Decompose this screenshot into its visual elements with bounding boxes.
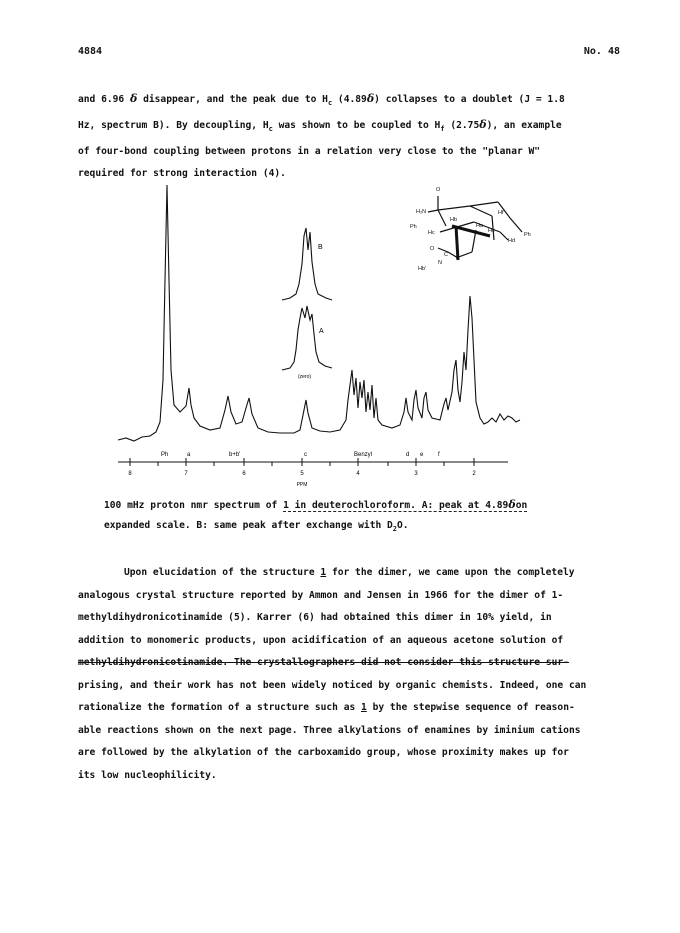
paragraph-2-line-3: methyldihydronicotinamide (5). Karrer (6) had obtained this dimer in 10% yield, in — [78, 612, 552, 623]
paragraph-1-line-2: Hz, spectrum B). By decoupling, $H_c$ was shown to be coupled to $H_f$ (2.75δ), an example — [78, 118, 562, 134]
paragraph-2-line-1: Upon elucidation of the structure 1 for the dimer, we came upon the completely — [124, 567, 575, 578]
molecule-label: Hb’ — [418, 266, 427, 272]
axis-tick-label: 5 — [300, 471, 304, 477]
paragraph-2-line-6: prising, and their work has not been widely noticed by organic chemists. Indeed, one can — [78, 679, 587, 691]
peak-assignment: d — [406, 452, 410, 458]
paragraph-2-line-9: are followed by the alkylation of the carboxamido group, whose proximity makes up for — [78, 747, 569, 758]
molecule-label: H₂N — [416, 209, 427, 215]
molecule-label: O — [436, 187, 441, 193]
peak-assignment: c — [304, 452, 307, 458]
molecule-label: Hf — [498, 210, 504, 216]
journal-issue: No. 48 — [583, 46, 620, 57]
axis-tick-label: 3 — [414, 471, 418, 477]
peak-assignment: e — [420, 452, 424, 458]
molecule-label: Hb — [450, 217, 458, 223]
axis-unit-label: PPM — [296, 482, 308, 488]
figure-caption-line-2: expanded scale. B: same peak after exchange with $D_2O$. — [104, 520, 409, 533]
page-number: 4884 — [78, 46, 103, 57]
molecule-label: C — [444, 252, 448, 258]
inset-b-label: B — [318, 244, 323, 251]
inset-scale-label: (zero) — [298, 374, 312, 380]
paragraph-1-line-3: of four-bond coupling between protons in a relation very close to the "planar W" — [78, 145, 541, 157]
inset-a-label: A — [319, 328, 324, 335]
axis-tick-label: 7 — [184, 471, 188, 477]
paragraph-1-line-4: required for strong interaction (4). — [78, 168, 286, 180]
spectrum-trace — [118, 185, 520, 441]
molecule-label: Ha — [476, 223, 484, 229]
peak-assignment: Ph — [161, 452, 169, 458]
peak-assignment: b+b' — [229, 452, 241, 458]
delta-symbol: δ — [129, 92, 138, 105]
axis-tick-label: 2 — [472, 471, 476, 477]
axis-tick-label: 6 — [242, 471, 246, 477]
molecule-label: O — [430, 246, 435, 252]
paragraph-2-line-2: analogous crystal structure reported by Ammon and Jensen in 1966 for the dimer of 1- — [78, 589, 564, 601]
peak-assignment: f — [438, 452, 440, 458]
molecule-label: Ph — [524, 232, 531, 238]
paragraph-2-line-4: addition to monomeric products, upon acidification of an aqueous acetone solution of — [78, 634, 564, 646]
paragraph-2-line-10: its low nucleophilicity. — [78, 769, 217, 781]
paragraph-2-line-5: methyldihydronicotinamide. The crystallographers did not consider this structure sur- — [78, 657, 569, 668]
axis-tick-label: 8 — [128, 471, 132, 477]
paragraph-2-line-7: rationalize the formation of a structure such as 1 by the stepwise sequence of reason- — [78, 702, 575, 713]
inset-spectrum-a — [282, 306, 332, 370]
axis-tick-label: 4 — [356, 471, 360, 477]
molecule-label: Ph — [410, 224, 417, 230]
figure-caption-line-1: 100 mHz proton nmr spectrum of 1 in deuterochloroform. A: peak at 4.89δon — [104, 498, 528, 511]
molecule-label: Hc — [428, 230, 435, 236]
paragraph-2-line-8: able reactions shown on the next page. Three alkylations of enamines by iminium cations — [78, 724, 581, 736]
molecule-label: N — [438, 260, 442, 266]
peak-assignment: Benzyl — [354, 452, 373, 458]
molecule-structure — [428, 196, 522, 260]
paragraph-1-line-1: and 6.96 δ disappear, and the peak due to $H_c$ (4.89δ) collapses to a doublet (J = 1.8 — [78, 92, 565, 107]
molecule-label: He — [488, 228, 496, 234]
paragraph-2 — [78, 562, 618, 787]
inset-spectrum-b — [282, 228, 332, 300]
molecule-label: Hd — [508, 238, 516, 244]
peak-assignment: a — [187, 452, 191, 458]
